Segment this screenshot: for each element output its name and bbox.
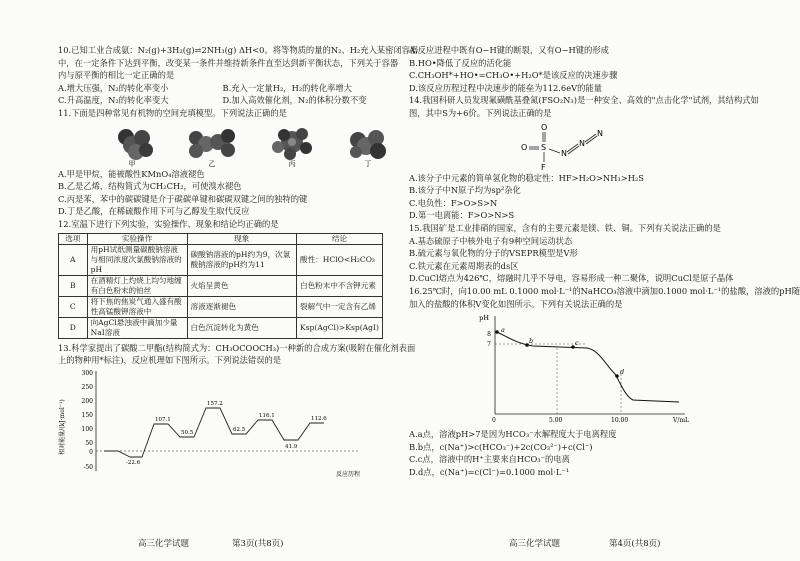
v-tick: 10.00 [611,417,629,425]
footer-right-title: 高三化学试题 [509,539,561,549]
q15-option-a: A.基态硫原子中核外电子有9种空间运动状态 [409,235,573,246]
q12-row-c [59,296,383,317]
q11-option-a: A.甲是甲烷，能被酸性KMnO₄溶液褪色 [58,168,205,179]
q14-option-b: B.该分子中N原子均为sp²杂化 [409,185,521,196]
q12-cell: 向AgCl悬浊液中滴加少量NaI溶液 [87,317,187,338]
q12-header-phenomenon: 现象 [187,233,296,244]
footer-left-page: 第3页(共8页) [232,539,284,549]
v-tick: 5.00 [549,417,563,425]
q12-cell: A [59,244,88,275]
q11-option-c: C.丙是苯，苯中的碳碳键是介于碳碳单键和碳碳双键之间的独特的键 [58,193,308,204]
atom-f: F [541,162,546,172]
point-label-c: c [575,339,579,348]
q10-option-b: B.充入一定量H₂，H₂的转化率增大 [222,82,352,93]
atom-n1: N [561,148,567,158]
q15-stem: 15.我国矿是工业排硝的国家，含有的主要元素是镁、铁、铜。下列有关说法正确的是 [409,222,721,233]
q11-option-d: D.丁是乙酸，在稀硫酸作用下可与乙醇发生取代反应 [58,206,250,217]
energy-value: 107.1 [155,416,171,423]
v-tick: 0 [492,417,496,425]
q16-option-c: C.c点，溶液中的H⁺主要来自HCO₃⁻的电离 [409,454,570,465]
q16-option-d: D.d点，c(Na⁺)=c(Cl⁻)=0.1000 mol·L⁻¹ [409,466,570,477]
q12-cell: Ksp(AgCl)>Ksp(AgI) [296,317,382,338]
energy-value: 157.2 [207,400,223,407]
energy-value: 116.1 [259,412,275,419]
label-ding: 丁 [364,159,372,168]
label-yi: 乙 [208,159,216,168]
energy-value: 41.9 [285,443,298,450]
energy-tick: 100 [81,425,93,433]
q12-cell: D [59,317,88,338]
energy-tick: 200 [81,397,93,405]
label-jia: 甲 [128,159,136,168]
q12-cell: B [59,275,88,296]
energy-tick: 150 [81,411,93,419]
q10-option-d: D.加入高效催化剂，N₂的体积分数不变 [222,95,367,106]
energy-tick: 300 [81,369,93,377]
footer-right-page: 第4页(共8页) [609,539,661,549]
q12-stem: 12.室温下进行下列实验，实验操作、现象和结论均正确的是 [58,218,279,229]
q12-cell: 碳酸钠溶液的pH约为9，次氯酸钠溶液的pH约为11 [187,244,296,275]
q12-cell: 溶液逐渐褪色 [187,296,296,317]
atom-s: S [541,142,547,152]
q14-stem-1: 14.我国科研人员发现氟磺酰基叠氮(FSO₂N₃)是一种安全、高效的"点击化学"试剂，其结构式如 [409,95,759,106]
label-bing: 丙 [288,159,296,168]
energy-value: 50.5 [181,429,194,436]
q13-stem-1: 13.科学家提出了碳酸二甲酯(结构简式为：CH₃OCOOCH₃)一种新的合成方案(吸附在催化剂表面 [58,342,416,353]
q13-option-a: A.反应进程中既有O−H键的断裂，又有O−H键的形成 [409,45,609,55]
energy-value: 62.5 [233,426,246,433]
q16-stem-2: 加入的盐酸的体积V变化如图所示。下列有关说法正确的是 [409,298,623,309]
energy-value: -22.6 [126,459,141,466]
q16-option-b: B.b点，c(Na⁺)>c(HCO₃⁻)+2c(CO₃²⁻)+c(Cl⁻) [409,441,593,452]
q10-stem-2: 中，在一定条件下达到平衡，改变某一条件并维持新条件直至达到新平衡状态，下列关于容器 [58,57,399,68]
atom-n2: N [579,138,585,148]
q12-cell: 火焰呈黄色 [187,275,296,296]
q13-energy-diagram [58,367,378,479]
footer-left-title: 高三化学试题 [138,539,190,549]
reaction-path-label: 反应历程 [335,470,360,478]
q12-cell: 在酒精灯上灼烧上均匀地缠有白色粉末的铂丝 [87,275,187,296]
q10-option-c: C.升高温度，N₂的转化率变大 [58,95,169,106]
molecule-acetic-acid-icon [350,130,386,159]
point-label-a: a [501,326,505,335]
q12-cell: 将下焦的焦炭气通入盛有酸性高锰酸钾溶液中 [87,296,187,317]
q12-cell: 酸性：HClO<H₂CO₃ [296,244,382,275]
energy-tick: 0 [89,448,93,456]
q10-stem-1: 10.已知工业合成氨：N₂(g)+3H₂(g)⇌2NH₃(g) ΔH<0。将等物质的量的N₂、H₂充入某密闭容器 [58,45,419,55]
molecule-methane-icon [118,129,153,160]
q12-header-operation: 实验操作 [87,233,187,244]
q12-cell: 裂解气中一定含有乙烯 [296,296,382,317]
q12-row-a [59,244,383,275]
q14-stem-2: 图，其中S为+6价。下列说法正确的是 [409,107,552,118]
q12-cell: 白色粉末中不含钾元素 [296,275,382,296]
q12-header-conclusion: 结论 [296,233,382,244]
q13-option-c: C.CH₃OH*+HO•=CH₃O•+H₂O*是该反应的决速步骤 [409,70,618,81]
q15-option-d: D.CuCl熔点为426℃，熔融时几乎不导电，容易形成一种二聚体，说明CuCl是原子晶体 [409,273,734,284]
ph-axis-label: pH [479,314,489,323]
q12-header-option: 选项 [59,233,88,244]
molecule-models-figure [58,120,372,168]
point-label-d: d [620,368,625,377]
q13-stem-2: 上的物种用*标注)，反应机理如下图所示。下列说法错误的是 [58,355,282,366]
q12-row-b [59,275,383,296]
point-label-b: b [529,337,534,346]
q14-option-a: A.该分子中元素的简单氢化物的稳定性：HF>H₂O>NH₃>H₂S [409,172,644,183]
atom-o-left: O [521,142,528,152]
q16-stem-1: 16.25℃时，向10.00 mL 0.1000 mol·L⁻¹的NaHCO₃溶液中滴加0.1000 mol·L⁻¹的盐酸，溶液的pH随 [409,285,800,296]
q15-option-b: B.硫元素与氧化物的分子的VSEPR模型是V形 [409,248,578,259]
energy-tick: -50 [83,463,93,471]
ph-tick: 7 [487,341,491,349]
q11-option-b: B.乙是乙烯，结构简式为CH₂CH₂，可使溴水褪色 [58,181,242,192]
q16-titration-curve [409,310,769,428]
molecule-ethylene-icon [189,129,235,158]
ph-tick: 8 [487,331,491,339]
q10-stem-3: 内与原平衡的相比一定正确的是 [58,70,175,81]
energy-axis-label: 相对能量/(kJ·mol⁻¹) [59,398,66,455]
q13-option-d: D.该反应历程过程中决速步的能垒为112.6eV的能量 [409,82,602,93]
fso2n3-structure [409,120,769,172]
q12-cell: C [59,296,88,317]
q12-cell: 白色沉淀转化为黄色 [187,317,296,338]
q16-option-a: A.a点，溶液pH>7是因为HCO₃⁻水解程度大于电离程度 [409,429,617,440]
q12-table [58,233,383,339]
molecule-benzene-icon [272,128,312,160]
energy-tick: 250 [81,383,93,391]
q11-stem: 11.下面是四种常见有机物的空间充填模型。下列说法正确的是 [58,107,287,118]
q10-option-a: A.增大压强，N₂的转化率变小 [58,82,169,93]
page-4 [397,0,800,561]
q12-row-d [59,317,383,338]
v-axis-label: V/mL [673,417,690,425]
q14-option-c: C.电负性：F>O>S>N [409,197,498,208]
energy-value: 112.6 [311,415,327,422]
q14-option-d: D.第一电离能：F>O>N>S [409,210,515,221]
atom-n3: N [597,128,603,138]
q13-option-b: B.HO•降低了反应的活化能 [409,57,512,68]
q12-cell: 用pH试纸测量碳酸钠溶液与相同浓度次氯酸钠溶液的pH [87,244,187,275]
q15-option-c: C.铁元素在元素周期表的ds区 [409,260,519,271]
energy-tick: 50 [85,439,93,447]
atom-o-top: O [541,122,548,132]
